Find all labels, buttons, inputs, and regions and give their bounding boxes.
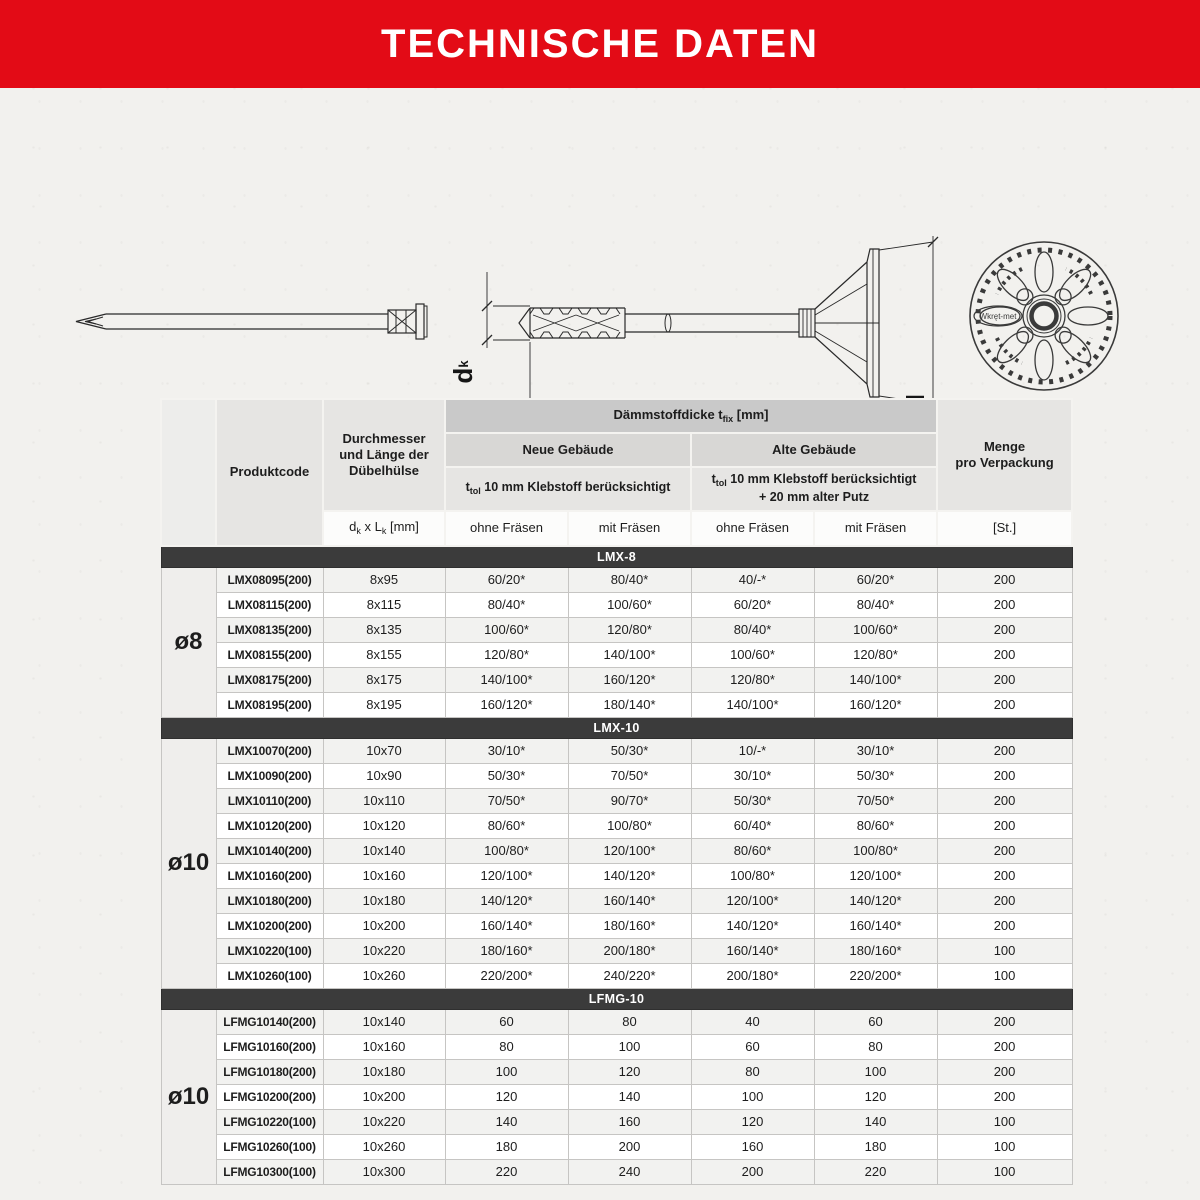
product-code: LMX08195(200) <box>216 692 323 717</box>
alte-ohne-fraesen: 30/10* <box>691 763 814 788</box>
product-code: LMX10140(200) <box>216 838 323 863</box>
alte-mit-fraesen: 160/140* <box>814 913 937 938</box>
dimension: 10x160 <box>323 1034 445 1059</box>
quantity: 200 <box>937 617 1072 642</box>
table-row <box>161 1134 1072 1159</box>
quantity: 200 <box>937 813 1072 838</box>
product-code: LMX08115(200) <box>216 592 323 617</box>
product-code: LFMG10220(100) <box>216 1109 323 1134</box>
col-header-menge: Menge pro Verpackung <box>937 399 1072 511</box>
neue-mit-fraesen: 160/140* <box>568 888 691 913</box>
table-body <box>161 546 1072 1184</box>
alte-ohne-fraesen: 80 <box>691 1059 814 1084</box>
neue-mit-fraesen: 100 <box>568 1034 691 1059</box>
quantity: 100 <box>937 1159 1072 1184</box>
neue-ohne-fraesen: 60 <box>445 1009 568 1034</box>
dimension: 10x120 <box>323 813 445 838</box>
alte-mit-fraesen: 140/100* <box>814 667 937 692</box>
neue-ohne-fraesen: 30/10* <box>445 738 568 763</box>
section-header: LMX-8 <box>161 546 1072 567</box>
neue-mit-fraesen: 70/50* <box>568 763 691 788</box>
alte-mit-fraesen: 60/20* <box>814 567 937 592</box>
product-code: LMX10120(200) <box>216 813 323 838</box>
alte-ohne-fraesen: 120 <box>691 1109 814 1134</box>
neue-ohne-fraesen: 70/50* <box>445 788 568 813</box>
neue-mit-fraesen: 100/80* <box>568 813 691 838</box>
product-code: LMX10160(200) <box>216 863 323 888</box>
alte-ohne-fraesen: 40 <box>691 1009 814 1034</box>
alte-ohne-fraesen: 100/80* <box>691 863 814 888</box>
neue-mit-fraesen: 200/180* <box>568 938 691 963</box>
table-row <box>161 888 1072 913</box>
header-banner <box>0 0 1200 88</box>
alte-ohne-fraesen: 100/60* <box>691 642 814 667</box>
size-label: ø10 <box>161 738 216 988</box>
product-code: LMX10220(100) <box>216 938 323 963</box>
dimension: 10x220 <box>323 938 445 963</box>
neue-mit-fraesen: 180/160* <box>568 913 691 938</box>
dimension: 10x70 <box>323 738 445 763</box>
neue-mit-fraesen: 120/80* <box>568 617 691 642</box>
product-code: LMX10260(100) <box>216 963 323 988</box>
alte-mit-fraesen: 100 <box>814 1059 937 1084</box>
product-code: LMX10070(200) <box>216 738 323 763</box>
neue-ohne-fraesen: 180 <box>445 1134 568 1159</box>
size-label: ø8 <box>161 567 216 717</box>
col-header-durchmesser: Durchmesser und Länge der Dübelhülse <box>323 399 445 511</box>
alte-mit-fraesen: 70/50* <box>814 788 937 813</box>
dimension: 8x95 <box>323 567 445 592</box>
quantity: 100 <box>937 938 1072 963</box>
dimension: 10x200 <box>323 1084 445 1109</box>
alte-ohne-fraesen: 160 <box>691 1134 814 1159</box>
neue-ohne-fraesen: 140/120* <box>445 888 568 913</box>
alte-ohne-fraesen: 120/80* <box>691 667 814 692</box>
product-code: LFMG10300(100) <box>216 1159 323 1184</box>
alte-ohne-fraesen: 100 <box>691 1084 814 1109</box>
table-row <box>161 1084 1072 1109</box>
nail-flange <box>416 304 424 339</box>
section-row <box>161 988 1072 1009</box>
quantity: 200 <box>937 788 1072 813</box>
col-header-alte-note: $t_{tol}$ 10 mm Klebstoff berücksichtigt + 20 mm alter Putz <box>691 467 937 511</box>
table-row <box>161 813 1072 838</box>
neue-ohne-fraesen: 220 <box>445 1159 568 1184</box>
table-row <box>161 913 1072 938</box>
neue-mit-fraesen: 120 <box>568 1059 691 1084</box>
product-code: LMX08095(200) <box>216 567 323 592</box>
neue-ohne-fraesen: 50/30* <box>445 763 568 788</box>
dimension: 10x300 <box>323 1159 445 1184</box>
neue-mit-fraesen: 50/30* <box>568 738 691 763</box>
neue-mit-fraesen: 80/40* <box>568 567 691 592</box>
neue-ohne-fraesen: 120/100* <box>445 863 568 888</box>
alte-mit-fraesen: 120/80* <box>814 642 937 667</box>
neue-mit-fraesen: 90/70* <box>568 788 691 813</box>
product-code: LFMG10140(200) <box>216 1009 323 1034</box>
neue-ohne-fraesen: 160/140* <box>445 913 568 938</box>
dimension: 10x200 <box>323 913 445 938</box>
alte-ohne-fraesen: 140/120* <box>691 913 814 938</box>
neue-ohne-fraesen: 140 <box>445 1109 568 1134</box>
dimension: 8x135 <box>323 617 445 642</box>
dowel-sleeve <box>519 308 625 338</box>
neue-mit-fraesen: 80 <box>568 1009 691 1034</box>
dimension: 10x160 <box>323 863 445 888</box>
section-header: LMX-10 <box>161 717 1072 738</box>
dimension: 8x115 <box>323 592 445 617</box>
col-header-neue-gebaeude: Neue Gebäude <box>445 433 691 467</box>
quantity: 200 <box>937 1084 1072 1109</box>
alte-mit-fraesen: 80 <box>814 1034 937 1059</box>
neue-mit-fraesen: 120/100* <box>568 838 691 863</box>
nail-drawing <box>70 300 435 352</box>
product-code: LMX08135(200) <box>216 617 323 642</box>
dimension: 10x220 <box>323 1109 445 1134</box>
corner-cell <box>161 399 216 546</box>
table-row <box>161 1059 1072 1084</box>
product-table <box>160 398 1073 1185</box>
col-header-daemmstoffdicke: Dämmstoffdicke $t_{fix}$ [mm] <box>445 399 937 433</box>
table-row <box>161 863 1072 888</box>
neue-mit-fraesen: 140/120* <box>568 863 691 888</box>
neue-ohne-fraesen: 100 <box>445 1059 568 1084</box>
quantity: 200 <box>937 642 1072 667</box>
quantity: 200 <box>937 592 1072 617</box>
neue-mit-fraesen: 240/220* <box>568 963 691 988</box>
alte-ohne-fraesen: 140/100* <box>691 692 814 717</box>
alte-ohne-fraesen: 60/20* <box>691 592 814 617</box>
table-row <box>161 592 1072 617</box>
col-header-dk-lk: $d_k$ x $L_k$ [mm] <box>323 511 445 546</box>
quantity: 200 <box>937 1059 1072 1084</box>
alte-mit-fraesen: 100/60* <box>814 617 937 642</box>
neue-mit-fraesen: 140 <box>568 1084 691 1109</box>
neue-mit-fraesen: 100/60* <box>568 592 691 617</box>
product-code: LFMG10260(100) <box>216 1134 323 1159</box>
alte-mit-fraesen: 180/160* <box>814 938 937 963</box>
neue-ohne-fraesen: 100/80* <box>445 838 568 863</box>
alte-ohne-fraesen: 160/140* <box>691 938 814 963</box>
alte-mit-fraesen: 80/60* <box>814 813 937 838</box>
table-row <box>161 1009 1072 1034</box>
col-header-alte-mit-fraesen: mit Fräsen <box>814 511 937 546</box>
dimension: 10x140 <box>323 838 445 863</box>
table-row <box>161 567 1072 592</box>
disc-hub <box>1023 295 1065 337</box>
alte-ohne-fraesen: 80/60* <box>691 838 814 863</box>
table-header <box>161 399 1072 546</box>
Dk-dimension <box>879 236 938 410</box>
neue-mit-fraesen: 180/140* <box>568 692 691 717</box>
product-code: LMX08155(200) <box>216 642 323 667</box>
dimension: 10x180 <box>323 888 445 913</box>
dimension: 10x260 <box>323 1134 445 1159</box>
dimension: 10x140 <box>323 1009 445 1034</box>
table-row <box>161 1159 1072 1184</box>
neue-mit-fraesen: 160/120* <box>568 667 691 692</box>
dimension: 10x90 <box>323 763 445 788</box>
section-header: LFMG-10 <box>161 988 1072 1009</box>
neue-ohne-fraesen: 220/200* <box>445 963 568 988</box>
neue-ohne-fraesen: 120/80* <box>445 642 568 667</box>
dk-dimension <box>482 272 530 348</box>
col-header-neue-mit-fraesen: mit Fräsen <box>568 511 691 546</box>
table-row <box>161 1109 1072 1134</box>
alte-mit-fraesen: 220 <box>814 1159 937 1184</box>
alte-mit-fraesen: 140 <box>814 1109 937 1134</box>
neue-ohne-fraesen: 80 <box>445 1034 568 1059</box>
page-title: TECHNISCHE DATEN <box>381 21 819 66</box>
technical-drawings <box>0 88 1200 398</box>
table-row <box>161 963 1072 988</box>
section-row <box>161 717 1072 738</box>
product-code: LMX08175(200) <box>216 667 323 692</box>
neue-ohne-fraesen: 140/100* <box>445 667 568 692</box>
alte-mit-fraesen: 180 <box>814 1134 937 1159</box>
product-code: LMX10200(200) <box>216 913 323 938</box>
quantity: 200 <box>937 667 1072 692</box>
disc-drawing <box>965 238 1123 396</box>
neue-mit-fraesen: 140/100* <box>568 642 691 667</box>
quantity: 200 <box>937 1009 1072 1034</box>
dowel-head <box>799 249 879 397</box>
quantity: 200 <box>937 692 1072 717</box>
col-header-neue-note: $t_{tol}$ 10 mm Klebstoff berücksichtigt <box>445 467 691 511</box>
quantity: 100 <box>937 1134 1072 1159</box>
dimension: 10x260 <box>323 963 445 988</box>
alte-ohne-fraesen: 10/-* <box>691 738 814 763</box>
alte-ohne-fraesen: 50/30* <box>691 788 814 813</box>
col-header-produktcode: Produktcode <box>216 399 323 546</box>
neue-mit-fraesen: 160 <box>568 1109 691 1134</box>
alte-mit-fraesen: 80/40* <box>814 592 937 617</box>
alte-mit-fraesen: 50/30* <box>814 763 937 788</box>
alte-mit-fraesen: 60 <box>814 1009 937 1034</box>
alte-ohne-fraesen: 60/40* <box>691 813 814 838</box>
quantity: 200 <box>937 763 1072 788</box>
col-header-alte-gebaeude: Alte Gebäude <box>691 433 937 467</box>
technical-data-table <box>160 398 1073 1185</box>
quantity: 200 <box>937 567 1072 592</box>
quantity: 200 <box>937 863 1072 888</box>
dk-dimension-label: d k <box>448 360 478 384</box>
nail-tip <box>76 314 106 329</box>
table-row <box>161 738 1072 763</box>
table-row <box>161 763 1072 788</box>
table-row <box>161 788 1072 813</box>
dimension: 10x180 <box>323 1059 445 1084</box>
product-code: LMX10180(200) <box>216 888 323 913</box>
alte-ohne-fraesen: 40/-* <box>691 567 814 592</box>
quantity: 100 <box>937 1109 1072 1134</box>
dimension: 10x110 <box>323 788 445 813</box>
size-label: ø10 <box>161 1009 216 1184</box>
dowel-shaft <box>625 314 799 332</box>
col-header-st: [St.] <box>937 511 1072 546</box>
product-code: LMX10110(200) <box>216 788 323 813</box>
brand-text: Wkręt-met <box>979 312 1017 321</box>
product-code: LFMG10180(200) <box>216 1059 323 1084</box>
table-row <box>161 838 1072 863</box>
table-row <box>161 1034 1072 1059</box>
neue-mit-fraesen: 240 <box>568 1159 691 1184</box>
alte-ohne-fraesen: 200 <box>691 1159 814 1184</box>
col-header-alte-ohne-fraesen: ohne Fräsen <box>691 511 814 546</box>
neue-ohne-fraesen: 120 <box>445 1084 568 1109</box>
alte-ohne-fraesen: 200/180* <box>691 963 814 988</box>
table-row <box>161 938 1072 963</box>
table-row <box>161 667 1072 692</box>
nail-shaft <box>106 314 388 329</box>
neue-mit-fraesen: 200 <box>568 1134 691 1159</box>
quantity: 200 <box>937 888 1072 913</box>
quantity: 200 <box>937 738 1072 763</box>
neue-ohne-fraesen: 160/120* <box>445 692 568 717</box>
neue-ohne-fraesen: 100/60* <box>445 617 568 642</box>
neue-ohne-fraesen: 80/40* <box>445 592 568 617</box>
alte-mit-fraesen: 100/80* <box>814 838 937 863</box>
neue-ohne-fraesen: 60/20* <box>445 567 568 592</box>
quantity: 100 <box>937 963 1072 988</box>
quantity: 200 <box>937 1034 1072 1059</box>
product-code: LFMG10160(200) <box>216 1034 323 1059</box>
alte-mit-fraesen: 160/120* <box>814 692 937 717</box>
alte-mit-fraesen: 120/100* <box>814 863 937 888</box>
alte-ohne-fraesen: 60 <box>691 1034 814 1059</box>
table-row <box>161 692 1072 717</box>
product-code: LFMG10200(200) <box>216 1084 323 1109</box>
neue-ohne-fraesen: 80/60* <box>445 813 568 838</box>
table-row <box>161 642 1072 667</box>
dimension: 8x175 <box>323 667 445 692</box>
dimension: 8x195 <box>323 692 445 717</box>
alte-ohne-fraesen: 80/40* <box>691 617 814 642</box>
alte-mit-fraesen: 140/120* <box>814 888 937 913</box>
dimension: 8x155 <box>323 642 445 667</box>
alte-ohne-fraesen: 120/100* <box>691 888 814 913</box>
quantity: 200 <box>937 838 1072 863</box>
alte-mit-fraesen: 30/10* <box>814 738 937 763</box>
table-row <box>161 617 1072 642</box>
neue-ohne-fraesen: 180/160* <box>445 938 568 963</box>
alte-mit-fraesen: 120 <box>814 1084 937 1109</box>
col-header-neue-ohne-fraesen: ohne Fräsen <box>445 511 568 546</box>
alte-mit-fraesen: 220/200* <box>814 963 937 988</box>
quantity: 200 <box>937 913 1072 938</box>
product-code: LMX10090(200) <box>216 763 323 788</box>
section-row <box>161 546 1072 567</box>
